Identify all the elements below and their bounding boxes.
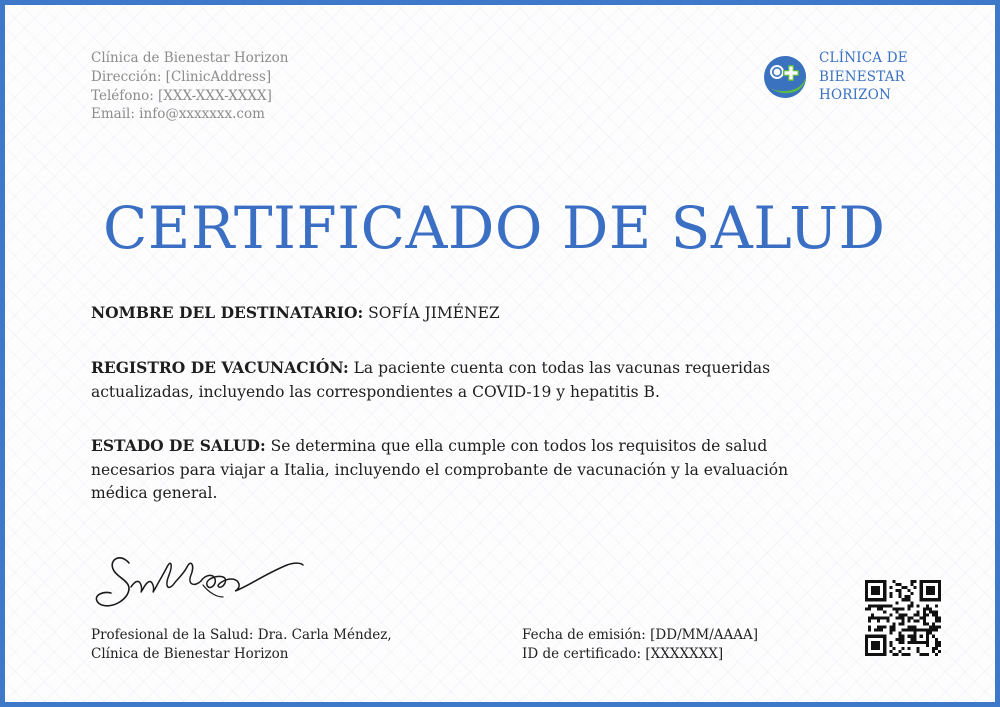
certificate-title: CERTIFICADO DE SALUD xyxy=(103,194,886,262)
vaccination-field xyxy=(91,356,811,404)
clinic-email: Email: info@xxxxxxx.com xyxy=(91,106,265,123)
clinic-contact-block xyxy=(91,49,288,124)
recipient-field xyxy=(91,301,811,326)
medical-cross-logo-icon xyxy=(761,53,809,101)
issue-date: Fecha de emisión: [DD/MM/AAAA] xyxy=(522,627,759,643)
recipient-label: NOMBRE DEL DESTINATARIO: xyxy=(91,303,364,322)
certificate-id: ID de certificado: [XXXXXXX] xyxy=(522,646,724,662)
issue-block xyxy=(522,626,758,664)
clinic-logo xyxy=(761,49,908,105)
health-status-label: ESTADO DE SALUD: xyxy=(91,436,266,455)
clinic-name: Clínica de Bienestar Horizon xyxy=(91,50,289,66)
clinic-phone: Teléfono: [XXX-XXX-XXXX] xyxy=(91,87,272,104)
clinic-address: Dirección: [ClinicAddress] xyxy=(91,68,272,85)
health-status-field xyxy=(91,434,811,506)
professional-name: Profesional de la Salud: Dra. Carla Méndez, xyxy=(91,627,392,643)
logo-wordmark xyxy=(819,49,908,105)
vaccination-label: REGISTRO DE VACUNACIÓN: xyxy=(91,358,349,377)
logo-line-3: HORIZON xyxy=(819,87,891,103)
signature-icon xyxy=(91,545,311,620)
professional-clinic: Clínica de Bienestar Horizon xyxy=(91,646,289,662)
health-status-value: Se determina que ella cumple con todos los requisitos de salud necesarios para viajar a Italia, incluyendo el comprobante de vacunación y la evaluación médica general. xyxy=(91,437,789,502)
logo-line-2: BIENESTAR xyxy=(819,68,906,85)
professional-block xyxy=(91,626,392,664)
recipient-value: SOFÍA JIMÉNEZ xyxy=(368,304,500,322)
qr-code-icon xyxy=(865,580,941,656)
vaccination-value: La paciente cuenta con todas las vacunas requeridas actualizadas, incluyendo las correspondientes a COVID-19 y hepatitis B. xyxy=(91,359,771,401)
logo-line-1: CLÍNICA DE xyxy=(819,50,908,66)
